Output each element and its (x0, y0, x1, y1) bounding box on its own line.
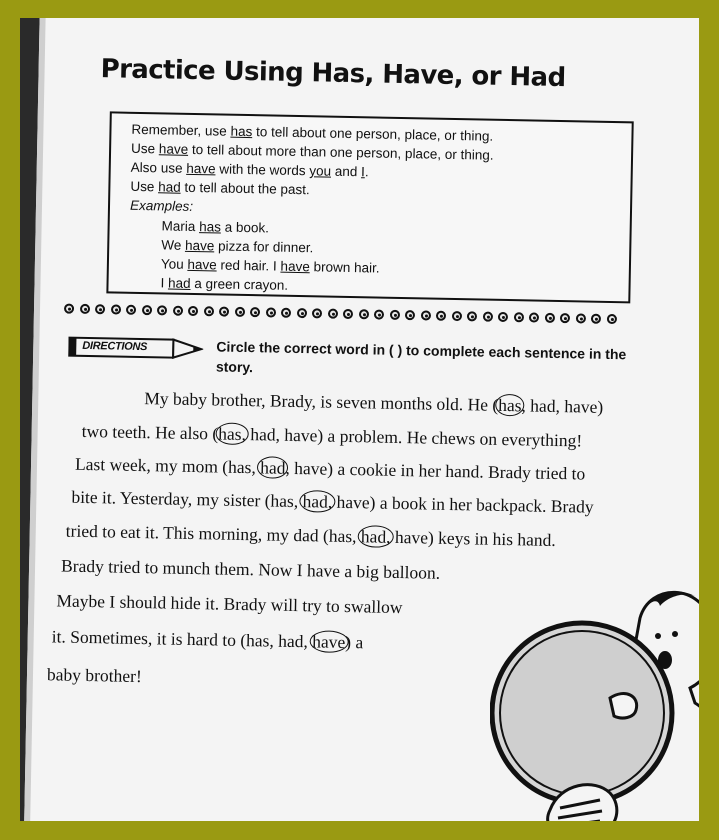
page-edge (23, 18, 46, 821)
story-line: Brady tried to munch them. Now I have a big balloon. (60, 555, 441, 583)
circled-answer[interactable]: has (495, 394, 525, 417)
example-keyword: have (184, 237, 215, 254)
ring-dot (296, 308, 306, 318)
example-text: You (160, 256, 188, 272)
rule-text: and (330, 163, 362, 180)
example-text: brown hair. (309, 259, 380, 276)
baby-with-balloon-icon (490, 578, 699, 821)
ring-dot (591, 314, 601, 324)
ring-dot-border-icon (64, 304, 624, 329)
story-text: it. Sometimes, it is hard to (has, had, (51, 626, 313, 652)
story-text: , have) a cookie in her hand. Brady tried to (285, 457, 586, 484)
story-line (75, 454, 586, 485)
example-keyword: has (199, 219, 222, 235)
rule-text: to tell about the past. (180, 179, 310, 198)
ring-dot (544, 313, 554, 323)
story-line (71, 487, 594, 518)
story-text: bite it. Yesterday, my sister (has, (71, 486, 303, 512)
story-line (66, 521, 556, 551)
ring-dot (234, 307, 244, 317)
circled-answer[interactable]: had, (299, 490, 335, 513)
ring-dot (188, 306, 198, 316)
example-line (161, 237, 313, 255)
ring-dot (327, 309, 337, 319)
rule-text: . (364, 164, 369, 180)
ring-dot (157, 305, 167, 315)
story-line: Maybe I should hide it. Brady will try to swallow (56, 590, 403, 618)
ring-dot (498, 312, 508, 322)
page-title: Practice Using Has, Have, or Had (100, 54, 566, 94)
directions-text: Circle the correct word in ( ) to complete each sentence in the story. (215, 338, 627, 376)
example-text: a book. (220, 219, 270, 236)
circled-answer[interactable]: has, (215, 422, 249, 445)
story-text: , had, have) (521, 395, 604, 417)
ring-dot (436, 311, 446, 321)
example-line (160, 275, 288, 292)
story-line (52, 626, 364, 653)
rule-text: Use (130, 178, 159, 195)
ring-dot (281, 308, 291, 318)
story-text: have) a book in her backpack. Brady (332, 491, 594, 517)
ring-dot (560, 313, 570, 323)
example-line (161, 256, 380, 275)
rule-text: to tell about one person, place, or thing. (252, 124, 494, 144)
ring-dot (467, 311, 477, 321)
story-text: had, have) a problem. He chews on everything! (245, 424, 583, 451)
ring-dot (513, 312, 523, 322)
story-line (81, 421, 582, 452)
rule-text: Also use (130, 159, 187, 176)
example-keyword: have (280, 258, 310, 275)
ring-dot (265, 307, 275, 317)
ring-dot (219, 306, 229, 316)
example-line (162, 218, 270, 235)
story-text: My baby brother, Brady, is seven months old. He ( (144, 388, 499, 415)
example-keyword: have (187, 256, 217, 273)
ring-dot (64, 304, 74, 314)
worksheet-photo (20, 18, 699, 821)
rule-line (131, 160, 369, 180)
example-text: I (160, 275, 169, 291)
rule-keyword: I (361, 164, 366, 180)
rule-line (130, 179, 310, 197)
ring-dot (312, 308, 322, 318)
example-text: pizza for dinner. (214, 238, 314, 256)
ring-dot (79, 304, 89, 314)
ring-dot (250, 307, 260, 317)
circled-answer[interactable]: had (257, 456, 289, 479)
ring-dot (203, 306, 213, 316)
ring-dot (606, 314, 616, 324)
directions-label: DIRECTIONS (82, 339, 148, 354)
ring-dot (482, 312, 492, 322)
ring-dot (172, 306, 182, 316)
example-text: Maria (161, 218, 200, 235)
rule-line (131, 122, 493, 144)
ring-dot (451, 311, 461, 321)
story-text: Last week, my mom (has, (74, 453, 261, 478)
ring-dot (358, 309, 368, 319)
ring-dot (110, 304, 120, 314)
rule-keyword: have (158, 141, 189, 157)
rule-text: Remember, use (131, 121, 231, 139)
ring-dot (420, 310, 430, 320)
rule-text: Use (130, 140, 160, 157)
rule-keyword: had (158, 179, 181, 195)
example-text: We (161, 237, 186, 253)
ring-dot (529, 312, 539, 322)
story-line (144, 388, 603, 418)
story-text: two teeth. He also ( (81, 420, 219, 444)
ring-dot (405, 310, 415, 320)
story-line: baby brother! (46, 664, 142, 687)
rule-text: with the words (215, 161, 310, 179)
rule-keyword: you (309, 163, 332, 179)
rule-line (131, 141, 494, 163)
rule-text: to tell about more than one person, place, or thing. (188, 141, 494, 163)
circled-answer[interactable]: had, (358, 525, 394, 548)
examples-label: Examples: (129, 197, 194, 214)
ring-dot (141, 305, 151, 315)
rule-keyword: has (230, 123, 253, 140)
directions-badge (68, 336, 203, 361)
ring-dot (575, 313, 585, 323)
example-text: red hair. I (216, 257, 281, 274)
circled-answer[interactable]: have (309, 630, 348, 653)
story-text: tried to eat it. This morning, my dad (has, (65, 520, 362, 547)
example-keyword: had (167, 275, 191, 291)
ring-dot (389, 310, 399, 320)
rules-box (106, 111, 633, 303)
ring-dot (126, 305, 136, 315)
ring-dot (343, 309, 353, 319)
rule-keyword: have (186, 160, 216, 177)
ring-dot (95, 304, 105, 314)
example-text: a green crayon. (190, 275, 289, 293)
story-text: ) a (345, 631, 364, 653)
story-text: have) keys in his hand. (390, 526, 556, 550)
ring-dot (374, 309, 384, 319)
